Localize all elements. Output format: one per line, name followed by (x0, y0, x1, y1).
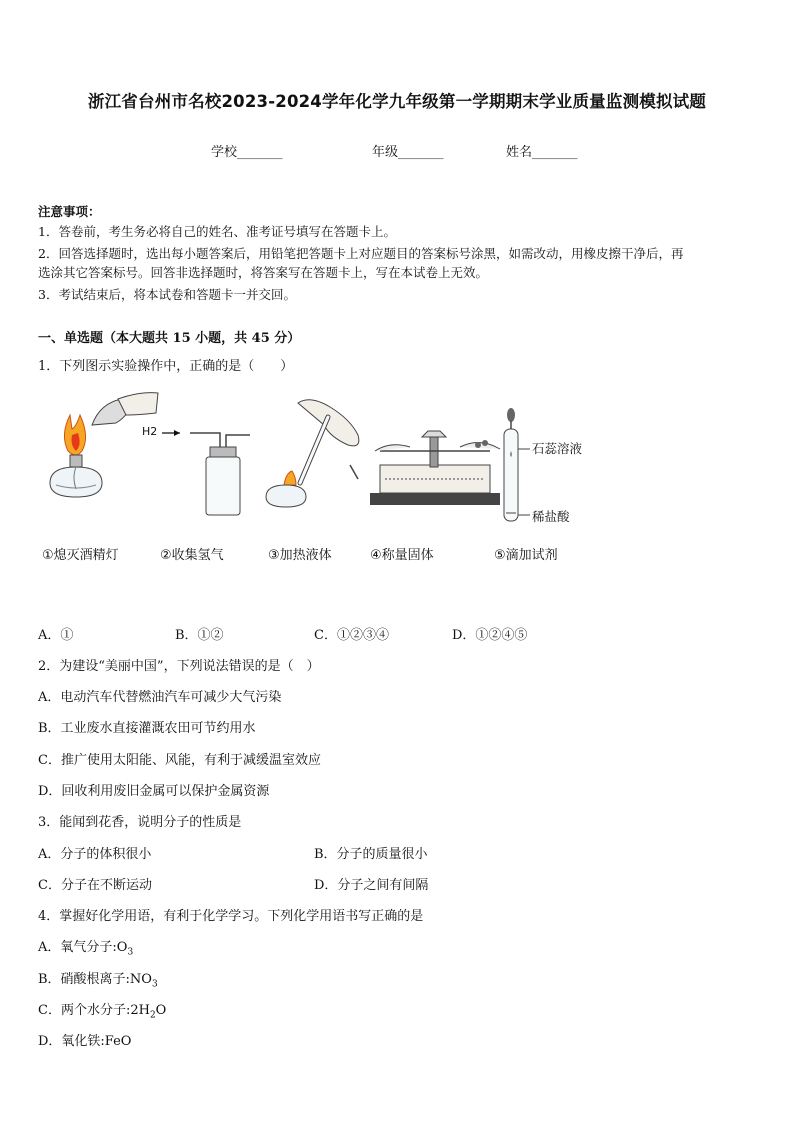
grade-field[interactable]: 年级_______ (372, 145, 444, 160)
q3-option-c[interactable]: C．分子在不断运动 (38, 878, 152, 893)
q2-option-d[interactable]: D．回收利用废旧金属可以保护金属资源 (38, 784, 270, 799)
q4-option-a[interactable]: A．氧气分子$:O_3$ (38, 940, 134, 958)
school-field[interactable]: 学校_______ (211, 145, 283, 160)
q1-option-a[interactable]: A．① (38, 628, 74, 643)
notice-item-3: 3．考试结束后，将本试卷和答题卡一并交回。 (38, 287, 296, 302)
name-field[interactable]: 姓名_______ (506, 145, 578, 160)
q1-stem: 1．下列图示实验操作中，正确的是（ ） (38, 359, 294, 374)
q1-label-4: ④称量固体 (370, 548, 434, 563)
alcohol-lamp-icon (50, 393, 158, 497)
notice-item-1: 1．答卷前，考生务必将自己的姓名、准考证号填写在答题卡上。 (38, 224, 396, 239)
section-heading: 一、单选题（本大题共 15 小题，共 45 分） (38, 331, 301, 346)
gas-bottle-icon (142, 425, 250, 515)
notice-item-2-cont: 选涂其它答案标号。回答非选择题时，将答案写在答题卡上，写在本试卷上无效。 (38, 265, 489, 280)
heating-tube-icon (266, 400, 359, 507)
page-title: 浙江省台州市名校2023-2024学年化学九年级第一学期期末学业质量监测模拟试题 (87, 92, 707, 111)
q3-stem: 3．能闻到花香，说明分子的性质是 (38, 815, 242, 830)
q4-stem: 4．掌握好化学用语，有利于化学学习。下列化学用语书写正确的是 (38, 909, 424, 924)
q1-label-3: ③加热液体 (268, 548, 332, 563)
balance-icon (370, 431, 500, 505)
q2-option-a[interactable]: A．电动汽车代替燃油汽车可减少大气污染 (38, 690, 282, 705)
q3-option-d[interactable]: D．分子之间有间隔 (314, 878, 429, 893)
q3-option-b[interactable]: B．分子的质量很小 (314, 847, 428, 862)
q1-label-1: ①熄灭酒精灯 (42, 548, 119, 563)
notice-heading: 注意事项： (38, 204, 101, 219)
q2-stem: 2．为建设“美丽中国”，下列说法错误的是（ ） (38, 659, 320, 674)
q1-option-d[interactable]: D．①②④⑤ (452, 628, 528, 643)
q4-option-c[interactable]: C．两个水分子$:2H_2O$ (38, 1003, 167, 1021)
litmus-label: 石蕊溶液 (532, 441, 583, 456)
q4-option-d[interactable]: D．氧化铁:FeO (38, 1034, 132, 1049)
q1-option-c[interactable]: C．①②③④ (314, 628, 389, 643)
q1-option-b[interactable]: B．①② (175, 628, 224, 643)
acid-label: 稀盐酸 (532, 509, 570, 524)
q1-label-5: ⑤滴加试剂 (494, 548, 558, 563)
q2-option-b[interactable]: B．工业废水直接灌溉农田可节约用水 (38, 721, 256, 736)
q1-label-2: ②收集氢气 (160, 548, 224, 563)
q1-figures (30, 385, 600, 535)
dropper-icon (504, 408, 583, 524)
q3-option-a[interactable]: A．分子的体积很小 (38, 847, 152, 862)
h2-label: H2 (142, 425, 158, 438)
q4-option-b[interactable]: B．硝酸根离子$:NO_3$ (38, 972, 158, 990)
notice-item-2: 2．回答选择题时，选出每小题答案后，用铅笔把答题卡上对应题目的答案标号涂黑，如需改动，用橡皮擦干净后，再 (38, 246, 684, 261)
q2-option-c[interactable]: C．推广使用太阳能、风能，有利于减缓温室效应 (38, 753, 321, 768)
